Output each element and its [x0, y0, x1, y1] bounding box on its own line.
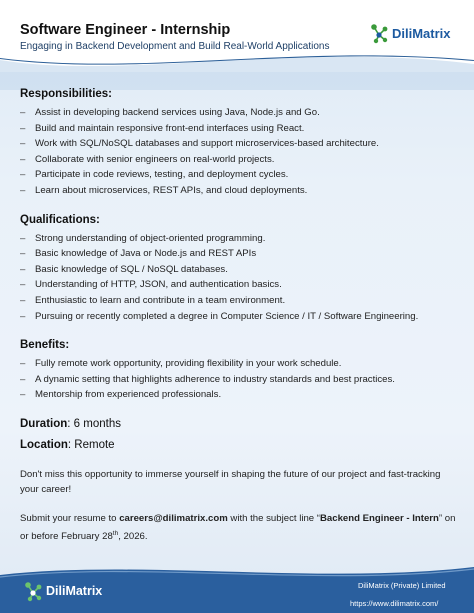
dash-icon: –	[20, 184, 26, 196]
submit-year: , 2026.	[118, 531, 148, 543]
location-value: : Remote	[67, 438, 115, 451]
dash-icon: –	[20, 373, 26, 385]
footer-url[interactable]: https://www.dilimatrix.com/	[350, 599, 439, 608]
dash-icon: –	[20, 138, 26, 150]
job-subtitle: Engaging in Backend Development and Build Real-World Applications	[20, 41, 330, 52]
dash-icon: –	[20, 107, 26, 118]
list-item-text: Build and maintain responsive front-end interfaces using React.	[35, 122, 305, 134]
benefits-heading: Benefits:	[20, 339, 70, 352]
list-item-text: Collaborate with senior engineers on real-world projects.	[35, 153, 275, 165]
logo-text: DiliMatrix	[392, 25, 451, 41]
date-superscript: th	[112, 529, 119, 537]
footer-logo-text: DiliMatrix	[46, 584, 103, 598]
responsibilities-list	[20, 105, 460, 199]
list-item	[20, 121, 460, 137]
submit-middle: with the subject line “	[227, 512, 320, 524]
list-item-text: Work with SQL/NoSQL databases and support microservices-based architecture.	[35, 138, 379, 150]
list-item-text: Enthusiastic to learn and contribute in a team environment.	[35, 294, 286, 306]
job-title: Software Engineer - Internship	[20, 22, 231, 38]
list-item	[20, 387, 460, 403]
qualifications-section	[20, 214, 460, 325]
duration-label: Duration	[20, 417, 68, 430]
submit-suffix: ” on or before February 28	[20, 512, 456, 543]
dash-icon: –	[20, 279, 26, 291]
list-item-text: Participate in code reviews, testing, and deployment cycles.	[35, 169, 289, 181]
closing-text: Don't miss this opportunity to immerse yourself in shaping the future of our project and fast-tracking your career!	[20, 468, 441, 495]
list-item-text: Learn about microservices, REST APIs, and cloud deployments.	[35, 184, 308, 196]
dash-icon: –	[20, 310, 26, 322]
dash-icon: –	[20, 358, 26, 370]
list-item-text: Assist in developing backend services using Java, Node.js and Go.	[35, 107, 320, 118]
benefits-section	[20, 339, 460, 403]
list-item	[20, 246, 460, 262]
dash-icon: –	[20, 248, 26, 260]
responsibilities-section	[20, 88, 460, 199]
list-item-text: Basic knowledge of Java or Node.js and REST APIs	[35, 248, 257, 260]
list-item-text: Pursuing or recently completed a degree in Computer Science / IT / Software Engineering.	[35, 310, 419, 322]
dash-icon: –	[20, 122, 26, 134]
qualifications-heading: Qualifications:	[20, 213, 100, 226]
list-item	[20, 105, 460, 121]
header-wave	[0, 50, 474, 90]
location	[20, 439, 460, 451]
list-item	[20, 152, 460, 168]
list-item-text: Basic knowledge of SQL / NoSQL databases.	[35, 263, 228, 275]
careers-email[interactable]: careers@dilimatrix.com	[119, 512, 228, 524]
dilimatrix-molecule-icon	[368, 21, 390, 45]
footer-logo	[22, 579, 102, 603]
duration	[20, 418, 460, 430]
location-label: Location	[20, 438, 68, 451]
dash-icon: –	[20, 169, 26, 181]
dash-icon: –	[20, 232, 26, 244]
dash-icon: –	[20, 153, 26, 165]
email-subject: Backend Engineer - Intern	[320, 512, 439, 524]
list-item	[20, 293, 460, 309]
submit-instructions	[20, 511, 460, 544]
dilimatrix-molecule-icon	[22, 579, 44, 603]
submit-prefix: Submit your resume to	[20, 512, 120, 524]
company-logo	[368, 20, 451, 46]
job-content	[20, 88, 460, 558]
list-item	[20, 167, 460, 183]
list-item	[20, 183, 460, 199]
dash-icon: –	[20, 389, 26, 401]
list-item-text: Fully remote work opportunity, providing flexibility in your work schedule.	[35, 358, 342, 370]
list-item	[20, 277, 460, 293]
list-item	[20, 136, 460, 152]
list-item	[20, 356, 460, 372]
list-item-text: Mentorship from experienced professionals.	[35, 389, 222, 401]
responsibilities-heading: Responsibilities:	[20, 88, 113, 100]
list-item	[20, 309, 460, 325]
list-item	[20, 262, 460, 278]
list-item-text: A dynamic setting that highlights adherence to industry standards and best practices.	[35, 373, 395, 385]
list-item-text: Understanding of HTTP, JSON, and authentication basics.	[35, 279, 282, 291]
duration-value: : 6 months	[67, 417, 121, 430]
dash-icon: –	[20, 294, 26, 306]
benefits-list	[20, 356, 460, 403]
dash-icon: –	[20, 263, 26, 275]
qualifications-list	[20, 231, 460, 325]
footer-company: DiliMatrix (Private) Limited	[358, 581, 446, 590]
list-item-text: Strong understanding of object-oriented programming.	[35, 232, 266, 244]
list-item	[20, 372, 460, 388]
list-item	[20, 231, 460, 247]
